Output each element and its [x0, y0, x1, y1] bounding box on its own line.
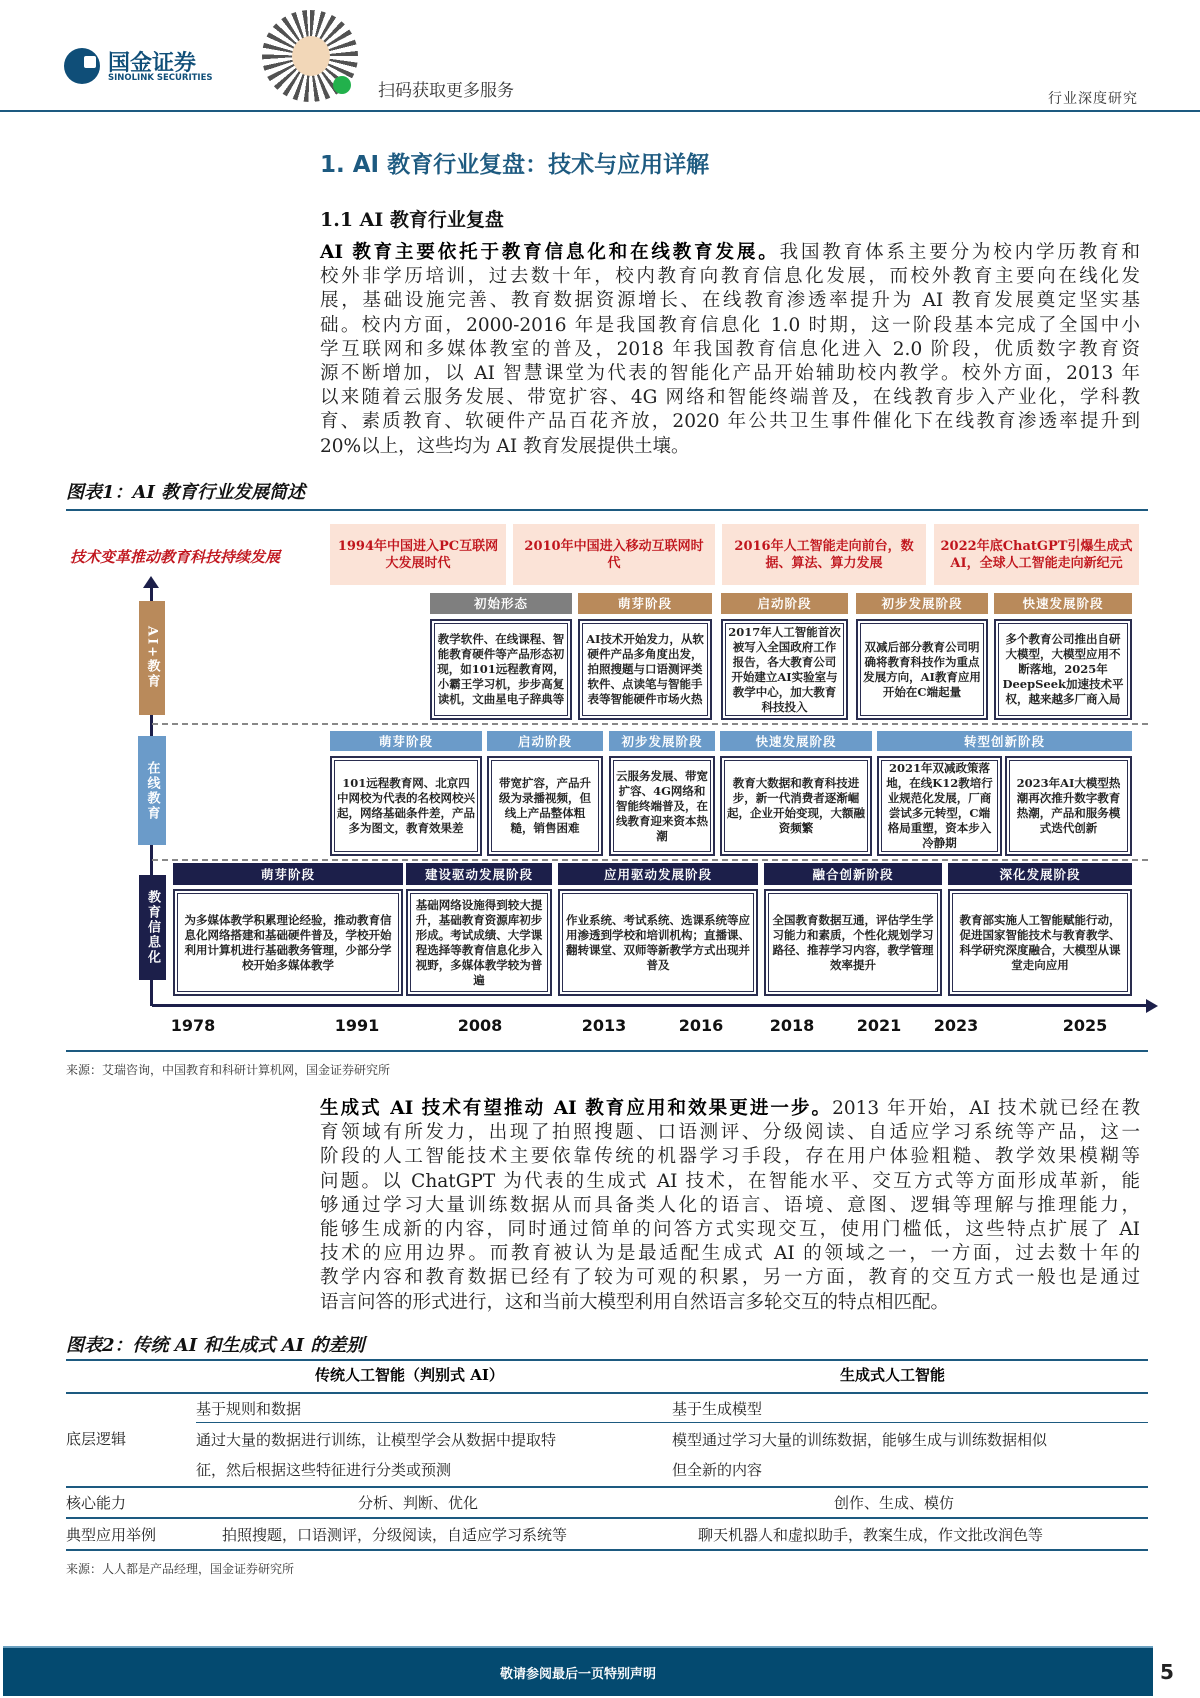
paragraph-line: 问题。以 ChatGPT 为代表的生成式 AI 技术，在智能水平、交互方式等方面形成革新，能	[320, 1170, 1140, 1192]
stage-description: 带宽扩容，产品升级为录播视频，但线上产品整体粗糙，销售困难	[487, 756, 603, 856]
paragraph-line	[320, 241, 1140, 265]
stage-header: 建设驱动发展阶段	[406, 863, 552, 885]
paragraph-line: 源不断增加，以 AI 智慧课堂为代表的智能化产品开始辅助校内教学。校外方面，2013 年	[320, 363, 1140, 385]
year-label: 2021	[856, 1016, 902, 1035]
table-rule	[66, 1517, 1148, 1519]
horizontal-axis-line	[152, 1004, 1148, 1007]
horizontal-axis-arrow-icon	[1146, 999, 1158, 1013]
row-label: AI+教育	[139, 601, 165, 715]
stage-header: 应用驱动发展阶段	[558, 863, 758, 885]
paragraph-lead: 生成式 AI 技术有望推动 AI 教育应用和效果更进一步。	[320, 1098, 833, 1119]
row-label: 在线教育	[138, 736, 166, 845]
stage-description: 2023年AI大模型热潮再次推升数字教育热潮，产品和服务模式迭代创新	[1005, 756, 1132, 856]
table-inner-rule	[196, 1422, 1148, 1423]
figure2-title: 图表2：传统 AI 和生成式 AI 的差别	[66, 1335, 365, 1356]
traditional-logic-line: 征，然后根据这些特征进行分类或预测	[196, 1461, 452, 1479]
year-label: 2023	[933, 1016, 979, 1035]
table-header-generative: 生成式人工智能	[840, 1366, 946, 1384]
header-divider	[0, 110, 1200, 112]
sinolink-logo-icon	[64, 48, 100, 84]
stage-header: 萌芽阶段	[578, 593, 712, 614]
paragraph-line: 够通过学习大量训练数据从而具备类人化的语言、语境、意图、逻辑等理解与推理能力，	[320, 1194, 1140, 1216]
figure1-title: 图表1：AI 教育行业发展简述	[66, 482, 306, 503]
paragraph-line: 技术的应用边界。而教育被认为是最适配生成式 AI 的领域之一，一方面，过去数十年的	[320, 1243, 1140, 1265]
stage-header: 萌芽阶段	[330, 731, 482, 751]
table-rule	[66, 1486, 1148, 1488]
generative-core: 创作、生成、模仿	[834, 1494, 955, 1512]
stage-header: 深化发展阶段	[948, 863, 1132, 885]
era-box: 2010年中国进入移动互联网时代	[513, 524, 715, 585]
subsection-title: 1.1 AI 教育行业复盘	[320, 209, 504, 231]
figure1-tagline: 技术变革推动教育科技持续发展	[70, 548, 281, 566]
figure1-bottom-rule	[66, 1050, 1148, 1052]
generative-logic-line: 但全新的内容	[672, 1461, 763, 1479]
paragraph-line: 能够生成新的内容，同时通过简单的问答方式实现交互，使用门槛低，这些特点扩展了 AI	[320, 1219, 1140, 1241]
row-separator	[152, 859, 1148, 861]
table-bottom-rule	[66, 1549, 1148, 1551]
paragraph-line: 20%以上，这些均为 AI 教育发展提供土壤。	[320, 435, 690, 457]
stage-header: 初步发展阶段	[856, 593, 988, 614]
paragraph-text: 2013 年开始，AI 技术就已经在教	[832, 1098, 1140, 1119]
paragraph-line: 教学内容和教育数据已经有了较为可观的积累，另一方面，教育的交互方式一般也是通过	[320, 1267, 1140, 1289]
year-label: 2013	[581, 1016, 627, 1035]
qr-center-badge	[292, 36, 330, 76]
stage-description: 2017年人工智能首次被写入全国政府工作报告，各大教育公司开始建立AI实验室与教学中心，加大教育科技投入	[721, 619, 848, 720]
traditional-logic-head: 基于规则和数据	[196, 1400, 302, 1418]
stage-header: 快速发展阶段	[720, 731, 872, 751]
paragraph-line: 育、素质教育、软硬件产品百花齐放，2020 年公共卫生事件催化下在线教育渗透率提升到	[320, 411, 1140, 433]
paragraph-lead: AI 教育主要依托于教育信息化和在线教育发展。	[320, 242, 780, 263]
year-label: 1978	[170, 1016, 216, 1035]
paragraph-line: 础。校内方面，2000-2016 年是我国教育信息化 1.0 时期，这一阶段基本完成了全国中小	[320, 314, 1140, 336]
wechat-miniprogram-icon	[333, 76, 351, 94]
era-box: 2022年底ChatGPT引爆生成式AI，全球人工智能走向新纪元	[934, 524, 1139, 585]
stage-header: 初始形态	[430, 593, 572, 614]
brand-name-cn: 国金证券	[108, 51, 197, 76]
stage-description: 双减后部分教育公司明确将教育科技作为重点发展方向，AI教育应用开始在C端起量	[856, 619, 988, 720]
page-number: 5	[1160, 1660, 1174, 1684]
stage-description: 教学软件、在线课程、智能教育硬件等产品形态初现，如101远程教育网，小霸王学习机，步步高复读机，文曲星电子辞典等	[430, 619, 572, 720]
paragraph-line: 以来随着云服务发展、带宽扩容、4G 网络和智能终端普及，在线教育步入产业化，学科教	[320, 387, 1140, 409]
section-title: 1. AI 教育行业复盘：技术与应用详解	[320, 152, 710, 178]
paragraph-text: 我国教育体系主要分为校内学历教育和	[779, 242, 1140, 263]
year-label: 2018	[769, 1016, 815, 1035]
vertical-axis-arrow-icon	[143, 576, 159, 588]
stage-header: 萌芽阶段	[173, 863, 403, 885]
stage-description: 基础网络设施得到较大提升，基础教育资源库初步形成。考试成绩、大学课程选择等教育信息化步入视野，多媒体教学较为普遍	[406, 889, 552, 996]
stage-description: 云服务发展、带宽扩容、4G网络和智能终端普及，在线教育迎来资本热潮	[609, 756, 715, 856]
traditional-core: 分析、判断、优化	[358, 1494, 479, 1512]
brand-name-en: SINOLINK SECURITIES	[108, 73, 213, 83]
paragraph-ai-education-history	[320, 241, 1140, 459]
year-label: 1991	[334, 1016, 380, 1035]
paragraph-line: 校外非学历培训，过去数十年，校内教育向教育信息化发展，而校外教育主要向在线化发	[320, 266, 1140, 288]
stage-description: 101远程教育网、北京四中网校为代表的名校网校兴起，网络基础条件差，产品多为图文，教育效果差	[330, 756, 482, 856]
row-label-logic: 底层逻辑	[66, 1430, 127, 1448]
report-type: 行业深度研究	[1048, 91, 1138, 107]
stage-description: 全国教育数据互通，评估学生学习能力和素质，个性化规划学习路径、推荐学习内容，教学管理效率提升	[764, 889, 942, 996]
generative-logic-line: 模型通过学习大量的训练数据，能够生成与训练数据相似	[672, 1431, 1048, 1449]
scan-for-services-text: 扫码获取更多服务	[378, 81, 514, 101]
paragraph-line: 育领域有所发力，出现了拍照搜题、口语测评、分级阅读、自适应学习系统等产品，这一	[320, 1122, 1140, 1144]
era-box: 1994年中国进入PC互联网大发展时代	[330, 524, 506, 585]
footer-band	[3, 1646, 1153, 1696]
stage-description: AI技术开始发力，从软硬件产品多角度出发，拍照搜题与口语测评类软件、点读笔与智能手表等智能硬件市场火热	[578, 619, 712, 720]
stage-header: 启动阶段	[721, 593, 848, 614]
stage-header: 转型创新阶段	[877, 731, 1132, 751]
stage-description: 作业系统、考试系统、选课系统等应用渗透到学校和培训机构；直播课、翻转课堂、双师等新教学方式出现并普及	[558, 889, 758, 996]
stage-header: 启动阶段	[487, 731, 603, 751]
paragraph-line: 阶段的人工智能技术主要依靠传统的机器学习手段，存在用户体验粗糙、教学效果模糊等	[320, 1146, 1140, 1168]
stage-header: 快速发展阶段	[994, 593, 1132, 614]
era-box: 2016年人工智能走向前台，数据、算法、算力发展	[722, 524, 926, 585]
year-label: 2025	[1062, 1016, 1108, 1035]
row-label-core: 核心能力	[66, 1494, 127, 1512]
paragraph-line: 学互联网和多媒体教室的普及，2018 年我国教育信息化进入 2.0 阶段，优质数字教育资	[320, 338, 1140, 360]
stage-description: 2021年双减政策落地，在线K12教培行业规范化发展，厂商尝试多元转型，C端格局重塑，资本步入冷静期	[877, 756, 1002, 856]
table-rule	[66, 1392, 1148, 1394]
paragraph-line: 展，基础设施完善、教育数据资源增长、在线教育渗透率提升为 AI 教育发展奠定坚实基	[320, 290, 1140, 312]
stage-description: 为多媒体教学积累理论经验，推动教育信息化网络搭建和基础硬件普及，学校开始利用计算机进行基础教务管理，少部分学校开始多媒体教学	[173, 889, 403, 996]
stage-description: 教育部实施人工智能赋能行动，促进国家智能技术与教育教学、科学研究深度融合，大模型从课堂走向应用	[948, 889, 1132, 996]
stage-header: 融合创新阶段	[764, 863, 942, 885]
figure2-top-rule	[66, 1359, 1148, 1361]
row-label-examples: 典型应用举例	[66, 1526, 157, 1544]
traditional-logic-line: 通过大量的数据进行训练，让模型学会从数据中提取特	[196, 1431, 557, 1449]
traditional-examples: 拍照搜题，口语测评，分级阅读，自适应学习系统等	[222, 1526, 568, 1544]
stage-description: 多个教育公司推出自研大模型，大模型应用不断落地，2025年DeepSeek加速技术平权，越来越多厂商入局	[994, 619, 1132, 720]
row-separator	[152, 723, 1148, 725]
year-label: 2016	[678, 1016, 724, 1035]
paragraph-generative-ai	[320, 1097, 1140, 1315]
generative-logic-head: 基于生成模型	[672, 1400, 763, 1418]
figure2-source: 来源：人人都是产品经理，国金证券研究所	[66, 1562, 295, 1576]
paragraph-line: 语言问答的形式进行，这和当前大模型利用自然语言多轮交互的特点相匹配。	[320, 1291, 950, 1313]
figure1-top-rule	[66, 509, 1148, 511]
stage-description: 教育大数据和教育科技进步，新一代消费者逐渐崛起，企业开始变现，大额融资频繁	[720, 756, 872, 856]
row-label: 教育信息化	[139, 875, 166, 980]
stage-header: 初步发展阶段	[609, 731, 715, 751]
year-label: 2008	[457, 1016, 503, 1035]
figure1-source: 来源：艾瑞咨询，中国教育和科研计算机网，国金证券研究所	[66, 1063, 391, 1077]
generative-examples: 聊天机器人和虚拟助手，教案生成，作文批改润色等	[698, 1526, 1044, 1544]
table-header-traditional: 传统人工智能（判别式 AI）	[315, 1366, 504, 1384]
paragraph-line	[320, 1097, 1140, 1121]
footer-disclaimer: 敬请参阅最后一页特别声明	[499, 1666, 656, 1682]
